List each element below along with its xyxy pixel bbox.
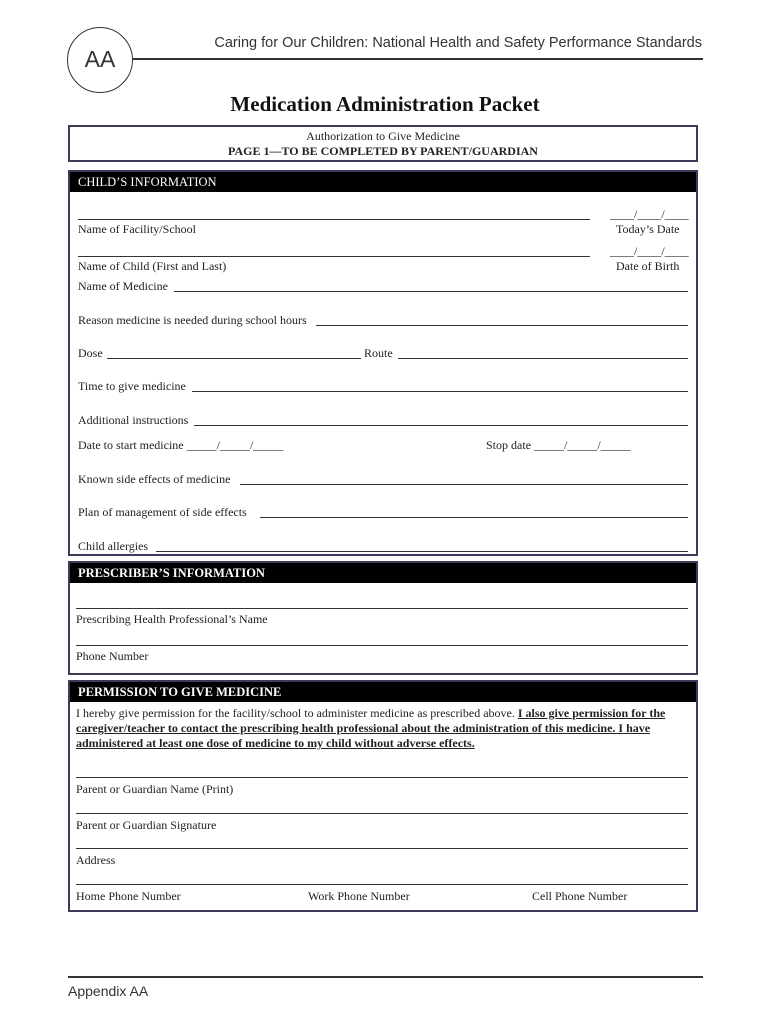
side-effects-plan-field[interactable] bbox=[260, 517, 688, 518]
reason-label: Reason medicine is needed during school hours bbox=[78, 313, 307, 327]
guardian-name-field[interactable] bbox=[76, 777, 688, 778]
cell-phone-label: Cell Phone Number bbox=[532, 889, 628, 903]
page-title: Medication Administration Packet bbox=[230, 92, 540, 116]
child-name-label: Name of Child (First and Last) bbox=[78, 259, 227, 273]
facility-name-label: Name of Facility/School bbox=[78, 222, 196, 236]
start-date-field[interactable]: Date to start medicine _____/_____/_____ bbox=[78, 438, 284, 452]
todays-date-label: Today’s Date bbox=[616, 222, 680, 236]
child-information-heading: CHILD’S INFORMATION bbox=[70, 172, 696, 192]
guardian-signature-field[interactable] bbox=[76, 813, 688, 814]
dose-label: Dose bbox=[78, 346, 103, 360]
prescriber-phone-field[interactable] bbox=[76, 645, 688, 646]
phone-numbers-field[interactable] bbox=[76, 884, 688, 885]
medicine-name-label: Name of Medicine bbox=[78, 279, 168, 293]
child-name-field[interactable] bbox=[78, 256, 590, 257]
appendix-badge-label: AA bbox=[84, 46, 116, 72]
allergies-label: Child allergies bbox=[78, 539, 149, 553]
authorization-title: Authorization to Give Medicine bbox=[306, 129, 460, 143]
stop-date-field[interactable]: Stop date _____/_____/_____ bbox=[486, 438, 631, 452]
child-information-section bbox=[68, 170, 698, 556]
guardian-name-label: Parent or Guardian Name (Print) bbox=[76, 782, 234, 796]
prescriber-name-label: Prescribing Health Professional’s Name bbox=[76, 612, 268, 626]
prescriber-information-heading: PRESCRIBER’S INFORMATION bbox=[70, 563, 696, 583]
running-title: Caring for Our Children: National Health and Safety Performance Standards bbox=[214, 35, 702, 51]
home-phone-label: Home Phone Number bbox=[76, 889, 181, 903]
appendix-badge bbox=[67, 27, 133, 93]
authorization-instruction: PAGE 1—TO BE COMPLETED BY PARENT/GUARDIAN bbox=[228, 144, 538, 158]
permission-statement-plain: I hereby give permission for the facility/school to administer medicine as prescribed above. bbox=[76, 706, 518, 720]
medicine-name-field[interactable] bbox=[174, 291, 688, 292]
footer-label: Appendix AA bbox=[68, 983, 149, 999]
instructions-label: Additional instructions bbox=[78, 413, 189, 427]
side-effects-plan-label: Plan of management of side effects bbox=[78, 505, 247, 519]
prescriber-phone-label: Phone Number bbox=[76, 649, 149, 663]
time-field[interactable] bbox=[192, 391, 688, 392]
date-of-birth-label: Date of Birth bbox=[616, 259, 680, 273]
route-field[interactable] bbox=[398, 358, 688, 359]
permission-statement-line-2: caregiver/teacher to contact the prescribing health professional about the administration of this medicine. I have bbox=[76, 721, 651, 735]
reason-field[interactable] bbox=[316, 325, 688, 326]
side-effects-label: Known side effects of medicine bbox=[78, 472, 231, 486]
instructions-field[interactable] bbox=[194, 425, 688, 426]
permission-statement-emphasis: I also give permission for the bbox=[517, 706, 666, 720]
address-label: Address bbox=[76, 853, 116, 867]
address-field[interactable] bbox=[76, 848, 688, 849]
date-of-birth-field[interactable]: ____/____/____ bbox=[610, 244, 689, 258]
route-label: Route bbox=[364, 346, 393, 360]
side-effects-field[interactable] bbox=[240, 484, 688, 485]
time-label: Time to give medicine bbox=[78, 379, 186, 393]
dose-field[interactable] bbox=[107, 358, 361, 359]
facility-name-field[interactable] bbox=[78, 219, 590, 220]
allergies-field[interactable] bbox=[156, 551, 688, 552]
permission-statement-line-1 bbox=[76, 706, 665, 720]
work-phone-label: Work Phone Number bbox=[308, 889, 410, 903]
header-rule bbox=[133, 58, 703, 60]
guardian-signature-label: Parent or Guardian Signature bbox=[76, 818, 217, 832]
permission-section bbox=[68, 680, 698, 912]
authorization-box bbox=[68, 125, 698, 162]
permission-statement-line-3: administered at least one dose of medicine to my child without adverse effects. bbox=[76, 736, 475, 750]
prescriber-information-section bbox=[68, 561, 698, 675]
permission-heading: PERMISSION TO GIVE MEDICINE bbox=[70, 682, 696, 702]
todays-date-field[interactable]: ____/____/____ bbox=[610, 207, 689, 221]
prescriber-name-field[interactable] bbox=[76, 608, 688, 609]
footer-rule bbox=[68, 976, 703, 978]
